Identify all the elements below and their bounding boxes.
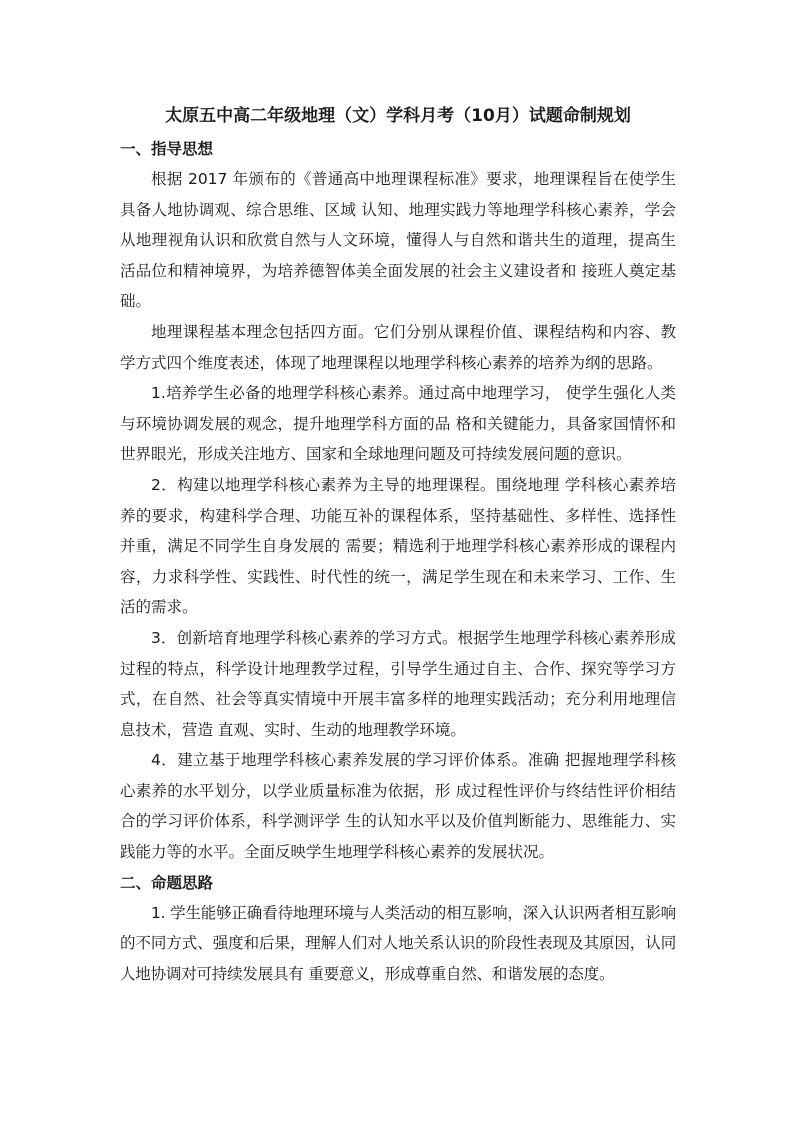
section-heading-proposition-ideas: 二、命题思路 <box>120 873 214 892</box>
section-heading-guiding-ideology: 一、指导思想 <box>120 140 214 158</box>
paragraph: 根据 2017 年颁布的《普通高中地理课程标准》要求，地理课程旨在使学生具备人地协调观、综合思维、区域 认知、地理实践力等地理学科核心素养，学会从地理视角认识和欣赏自然与人文环境，懂得人与自然和谐共生的道理，提高生活品位和精神境界，为培养德智体美全面发展的社会主义建设者和 接班人奠定基础。 <box>120 170 676 311</box>
paragraph: 4．建立基于地理学科核心素养发展的学习评价体系。准确 把握地理学科核心素养的水平划分，以学业质量标准为依据，形 成过程性评价与终结性评价相结合的学习评价体系，科学测评学 生的认知水平以及价值判断能力、思维能力、实践能力等的水平。全面反映学生地理学科核心素养的发展状况。 <box>120 751 676 862</box>
document-title: 太原五中高二年级地理（文）学科月考（10月）试题命制规划 <box>165 106 631 126</box>
paragraph: 地理课程基本理念包括四方面。它们分别从课程价值、课程结构和内容、教学方式四个维度表述，体现了地理课程以地理学科核心素养的培养为纲的思路。 <box>120 322 676 372</box>
paragraph: 1.培养学生必备的地理学科核心素养。通过高中地理学习， 使学生强化人类与环境协调发展的观念，提升地理学科方面的品 格和关键能力，具备家国情怀和世界眼光，形成关注地方、国家和全球地理问题及可持续发展问题的意识。 <box>120 384 676 464</box>
document-page <box>120 100 676 989</box>
paragraph: 2．构建以地理学科核心素养为主导的地理课程。围绕地理 学科核心素养培养的要求，构建科学合理、功能互补的课程体系，坚持基础性、多样性、选择性并重，满足不同学生自身发展的 需要；精选利于地理学科核心素养形成的课程内容，力求科学性、实践性、时代性的统一，满足学生现在和未来学习、工作、生活的需求。 <box>120 475 676 617</box>
paragraph: 1. 学生能够正确看待地理环境与人类活动的相互影响，深入认识两者相互影响的不同方式、强度和后果，理解人们对人地关系认识的阶段性表现及其原因，认同人地协调对可持续发展具有 重要意义，形成尊重自然、和谐发展的态度。 <box>120 903 676 983</box>
paragraph: 3．创新培育地理学科核心素养的学习方式。根据学生地理学科核心素养形成过程的特点，科学设计地理教学过程，引导学生通过自主、合作、探究等学习方式，在自然、社会等真实情境中开展丰富多样的地理实践活动；充分利用地理信息技术，营造 直观、实时、生动的地理教学环境。 <box>120 628 676 739</box>
